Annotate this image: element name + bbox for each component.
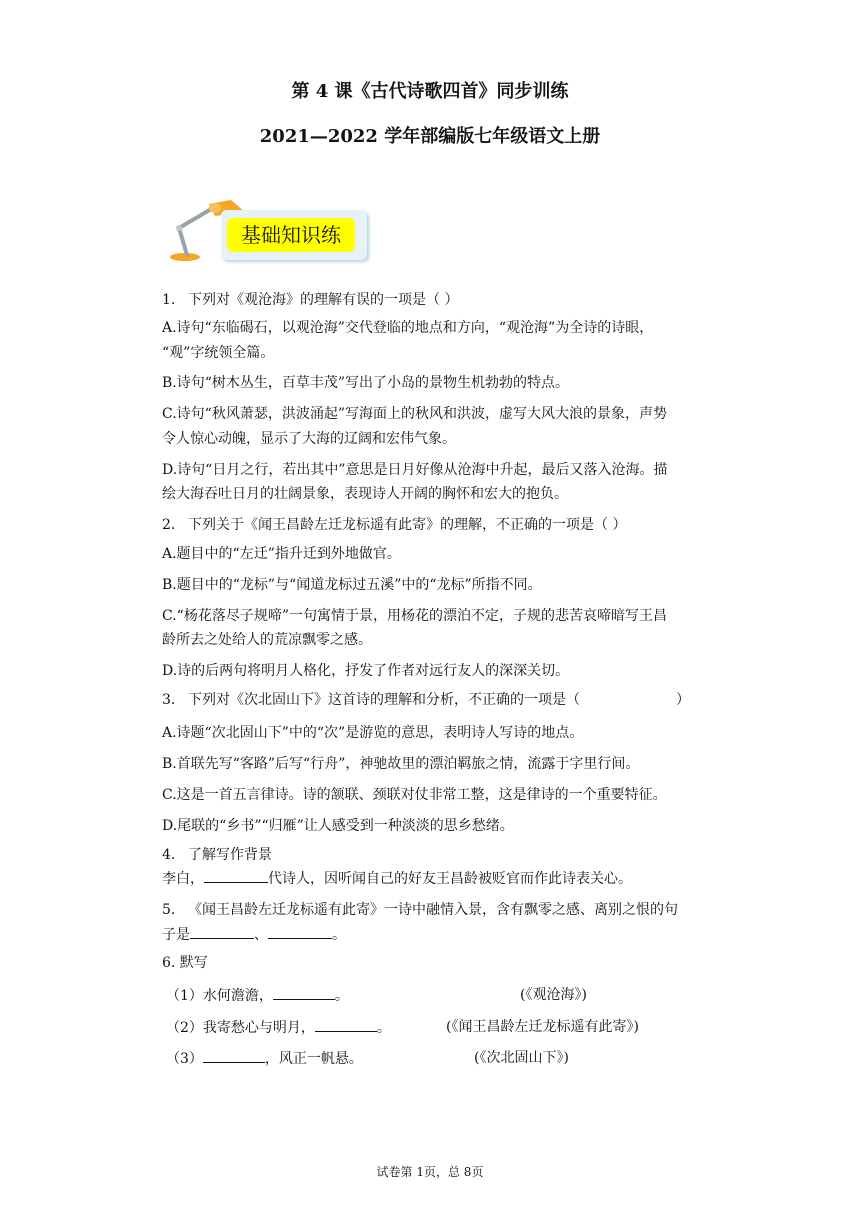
question-number: 5. [162,902,176,918]
page-title: 第 4 课《古代诗歌四首》同步训练 [291,81,569,102]
section-badge [165,198,375,268]
fill-text: ，风正一帆悬。 [264,1051,363,1067]
option-a-cont: “观”字统领全篇。 [162,345,275,361]
question-3-stem [162,690,580,710]
fill-text: 子是 [162,927,190,943]
answer-blank[interactable] [203,1048,265,1063]
answer-blank[interactable] [190,924,254,939]
source-title: (《闻王昌龄左迁龙标遥有此寄》) [446,1019,639,1035]
question-number: 3. [162,692,176,708]
question-text: 了解写作背景 [188,847,272,863]
question-2-stem [162,515,626,535]
option-d-cont: 绘大海吞吐日月的壮阔景象，表现诗人开阔的胸怀和宏大的抱负。 [162,486,568,502]
fill-text: （1）水何澹澹， [166,988,273,1004]
option-a: A.诗题“次北固山下”中的“次”是游览的意思，表明诗人写诗的地点。 [162,725,584,741]
question-text: 《闻王昌龄左迁龙标遥有此寄》一诗中融情入景，含有飘零之感、离别之恨的句 [188,902,678,918]
fill-text: 。 [376,1020,391,1036]
question-text: 下列对《次北固山下》这首诗的理解和分析，不正确的一项是（ [188,692,580,708]
option-b: B.题目中的“龙标”与“闻道龙标过五溪”中的“龙标”所指不同。 [162,577,542,593]
option-d: D.诗的后两句将明月人格化，抒发了作者对远行友人的深深关切。 [162,663,570,679]
badge-panel [221,210,367,260]
source-title: (《观沧海》) [520,987,587,1003]
option-c: C.这是一首五言律诗。诗的颔联、颈联对仗非常工整，这是律诗的一个重要特征。 [162,787,667,803]
question-3-bracket-close: ） [676,692,690,708]
question-5-fill [162,924,346,945]
option-c: C.诗句“秋风萧瑟，洪波涌起”写海面上的秋风和洪波，虚写大风大浪的景象，声势 [162,406,667,422]
fill-text: 、 [254,927,268,943]
fill-text: 。 [332,927,346,943]
option-a: A.诗句“东临碣石，以观沧海”交代登临的地点和方向，“观沧海”为全诗的诗眼， [162,320,654,336]
option-a: A.题目中的“左迁”指升迁到外地做官。 [162,546,401,562]
option-c-cont: 龄所去之处给人的荒凉飘零之感。 [162,632,372,648]
question-4-stem [162,845,272,865]
fill-text: 。 [334,988,349,1004]
question-text: 下列关于《闻王昌龄左迁龙标遥有此寄》的理解，不正确的一项是（ ） [188,517,627,533]
page-subtitle: 2021—2022 学年部编版七年级语文上册 [259,126,601,147]
answer-blank[interactable] [273,985,335,1000]
source-title: (《次北固山下》) [474,1050,569,1066]
question-1-stem [162,290,458,310]
recitation-item-1 [166,985,349,1006]
question-number: 1. [162,292,176,308]
option-d: D.尾联的“乡书”“归雁”让人感受到一种淡淡的思乡愁绪。 [162,818,514,834]
fill-text: （2）我寄愁心与明月， [166,1020,315,1036]
option-b: B.诗句“树木丛生，百草丰茂”写出了小岛的景物生机勃勃的特点。 [162,375,570,391]
option-c-cont: 令人惊心动魄，显示了大海的辽阔和宏伟气象。 [162,431,456,447]
fill-text: 代诗人，因听闻自己的好友王昌龄被贬官而作此诗表关心。 [268,871,632,887]
fill-text: （3） [166,1051,203,1067]
recitation-item-3 [166,1048,363,1069]
page-footer: 试卷第 1页，总 8页 [376,1165,484,1179]
fill-text: 李白， [162,871,204,887]
question-text: 下列对《观沧海》的理解有误的一项是（ ） [188,292,459,308]
question-number: 4. [162,847,176,863]
question-4-fill [162,868,632,889]
answer-blank[interactable] [204,868,268,883]
question-number: 2. [162,517,176,533]
question-5-stem [162,900,678,920]
option-d: D.诗句“日月之行，若出其中”意思是日月好像从沧海中升起，最后又落入沧海。描 [162,462,668,478]
option-b: B.首联先写“客路”后写“行舟”，神驰故里的漂泊羁旅之情，流露于字里行间。 [162,756,640,772]
option-c: C.“杨花落尽子规啼”一句寓情于景，用杨花的漂泊不定，子规的悲苦哀啼暗写王昌 [162,608,667,624]
answer-blank[interactable] [268,924,332,939]
recitation-item-2 [166,1017,391,1038]
answer-blank[interactable] [315,1017,377,1032]
badge-label: 基础知识练 [227,218,355,252]
question-6-stem: 6. 默写 [162,955,208,971]
